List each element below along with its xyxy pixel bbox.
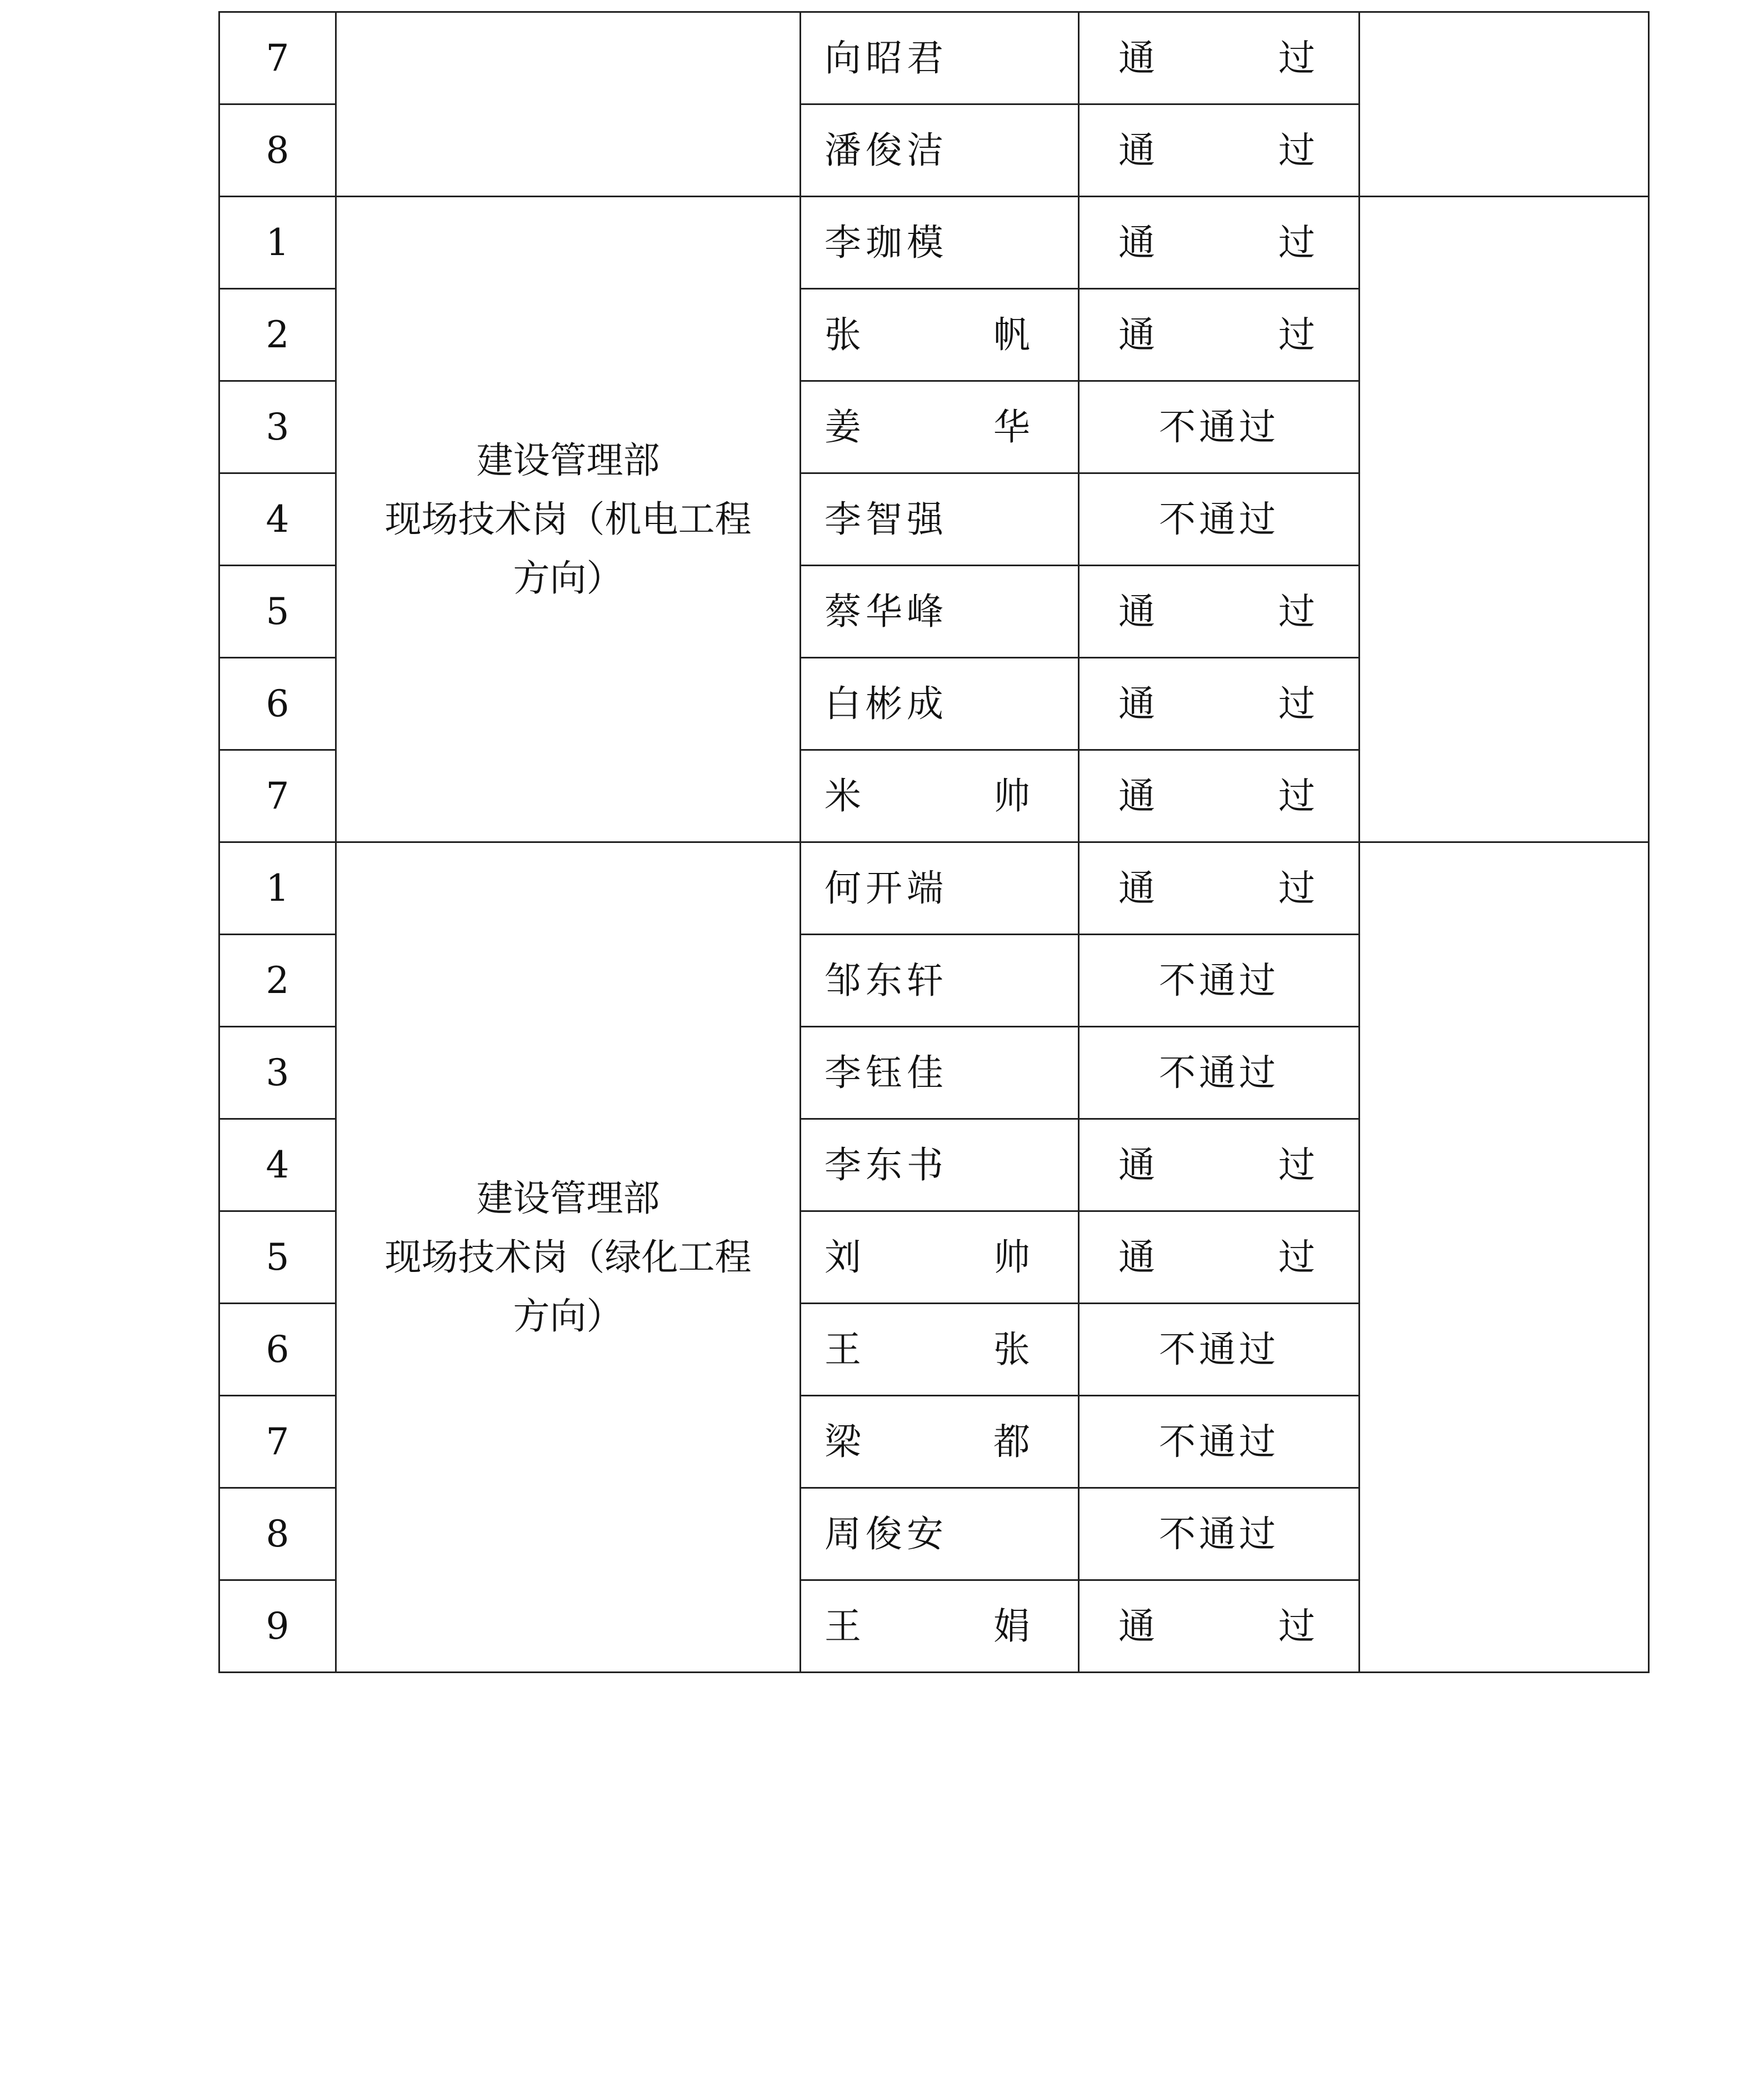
row-number-cell: 6 [219,1304,336,1396]
row-number-cell: 2 [219,935,336,1027]
department-position-cell [336,12,801,197]
results-table-body [219,12,1649,1673]
result-cell: 通 过 [1079,658,1360,750]
row-number-cell: 5 [219,1211,336,1304]
table-row [219,12,1649,104]
row-number-cell: 7 [219,12,336,104]
candidate-name-cell: 王 娟 [801,1580,1079,1673]
result-cell: 通 过 [1079,289,1360,381]
result-cell: 通 过 [1079,12,1360,104]
row-number-cell: 4 [219,473,336,566]
result-cell: 不通过 [1079,935,1360,1027]
result-cell: 通 过 [1079,197,1360,289]
remark-cell [1360,12,1649,197]
result-cell: 不通过 [1079,1396,1360,1488]
candidate-name-cell: 潘俊洁 [801,104,1079,197]
candidate-name-cell: 向昭君 [801,12,1079,104]
candidate-name-cell: 米 帅 [801,750,1079,842]
result-cell: 通 过 [1079,842,1360,935]
table-row [219,197,1649,289]
candidate-name-cell: 邹东轩 [801,935,1079,1027]
candidate-name-cell: 姜 华 [801,381,1079,473]
table-row [219,842,1649,935]
result-cell: 通 过 [1079,1119,1360,1211]
department-position-line: 方向） [513,556,623,600]
department-position-line: 现场技术岗（绿化工程 [384,1235,752,1279]
result-cell: 不通过 [1079,473,1360,566]
result-cell: 不通过 [1079,1027,1360,1119]
candidate-name-cell: 李智强 [801,473,1079,566]
results-table [218,11,1650,1673]
result-cell: 通 过 [1079,566,1360,658]
candidate-name-cell: 蔡华峰 [801,566,1079,658]
candidate-name-cell: 刘 帅 [801,1211,1079,1304]
result-cell: 不通过 [1079,1304,1360,1396]
department-position-line: 建设管理部 [476,1176,660,1220]
row-number-cell: 3 [219,1027,336,1119]
row-number-cell: 8 [219,1488,336,1580]
department-position-line: 建设管理部 [476,438,660,482]
row-number-cell: 1 [219,197,336,289]
remark-cell [1360,842,1649,1673]
remark-cell [1360,197,1649,842]
row-number-cell: 9 [219,1580,336,1673]
department-position-cell [336,197,801,842]
candidate-name-cell: 王 张 [801,1304,1079,1396]
row-number-cell: 6 [219,658,336,750]
row-number-cell: 5 [219,566,336,658]
candidate-name-cell: 李钰佳 [801,1027,1079,1119]
result-cell: 不通过 [1079,381,1360,473]
result-cell: 不通过 [1079,1488,1360,1580]
department-position-line: 方向） [513,1294,623,1338]
result-cell: 通 过 [1079,104,1360,197]
candidate-name-cell: 李东书 [801,1119,1079,1211]
candidate-name-cell: 白彬成 [801,658,1079,750]
candidate-name-cell: 何开端 [801,842,1079,935]
result-cell: 通 过 [1079,750,1360,842]
row-number-cell: 2 [219,289,336,381]
department-position-cell [336,842,801,1673]
row-number-cell: 7 [219,750,336,842]
row-number-cell: 3 [219,381,336,473]
row-number-cell: 8 [219,104,336,197]
department-position-line: 现场技术岗（机电工程 [384,497,752,541]
candidate-name-cell: 李珈模 [801,197,1079,289]
candidate-name-cell: 梁 都 [801,1396,1079,1488]
row-number-cell: 4 [219,1119,336,1211]
row-number-cell: 1 [219,842,336,935]
row-number-cell: 7 [219,1396,336,1488]
result-cell: 通 过 [1079,1211,1360,1304]
result-cell: 通 过 [1079,1580,1360,1673]
candidate-name-cell: 张 帆 [801,289,1079,381]
candidate-name-cell: 周俊安 [801,1488,1079,1580]
